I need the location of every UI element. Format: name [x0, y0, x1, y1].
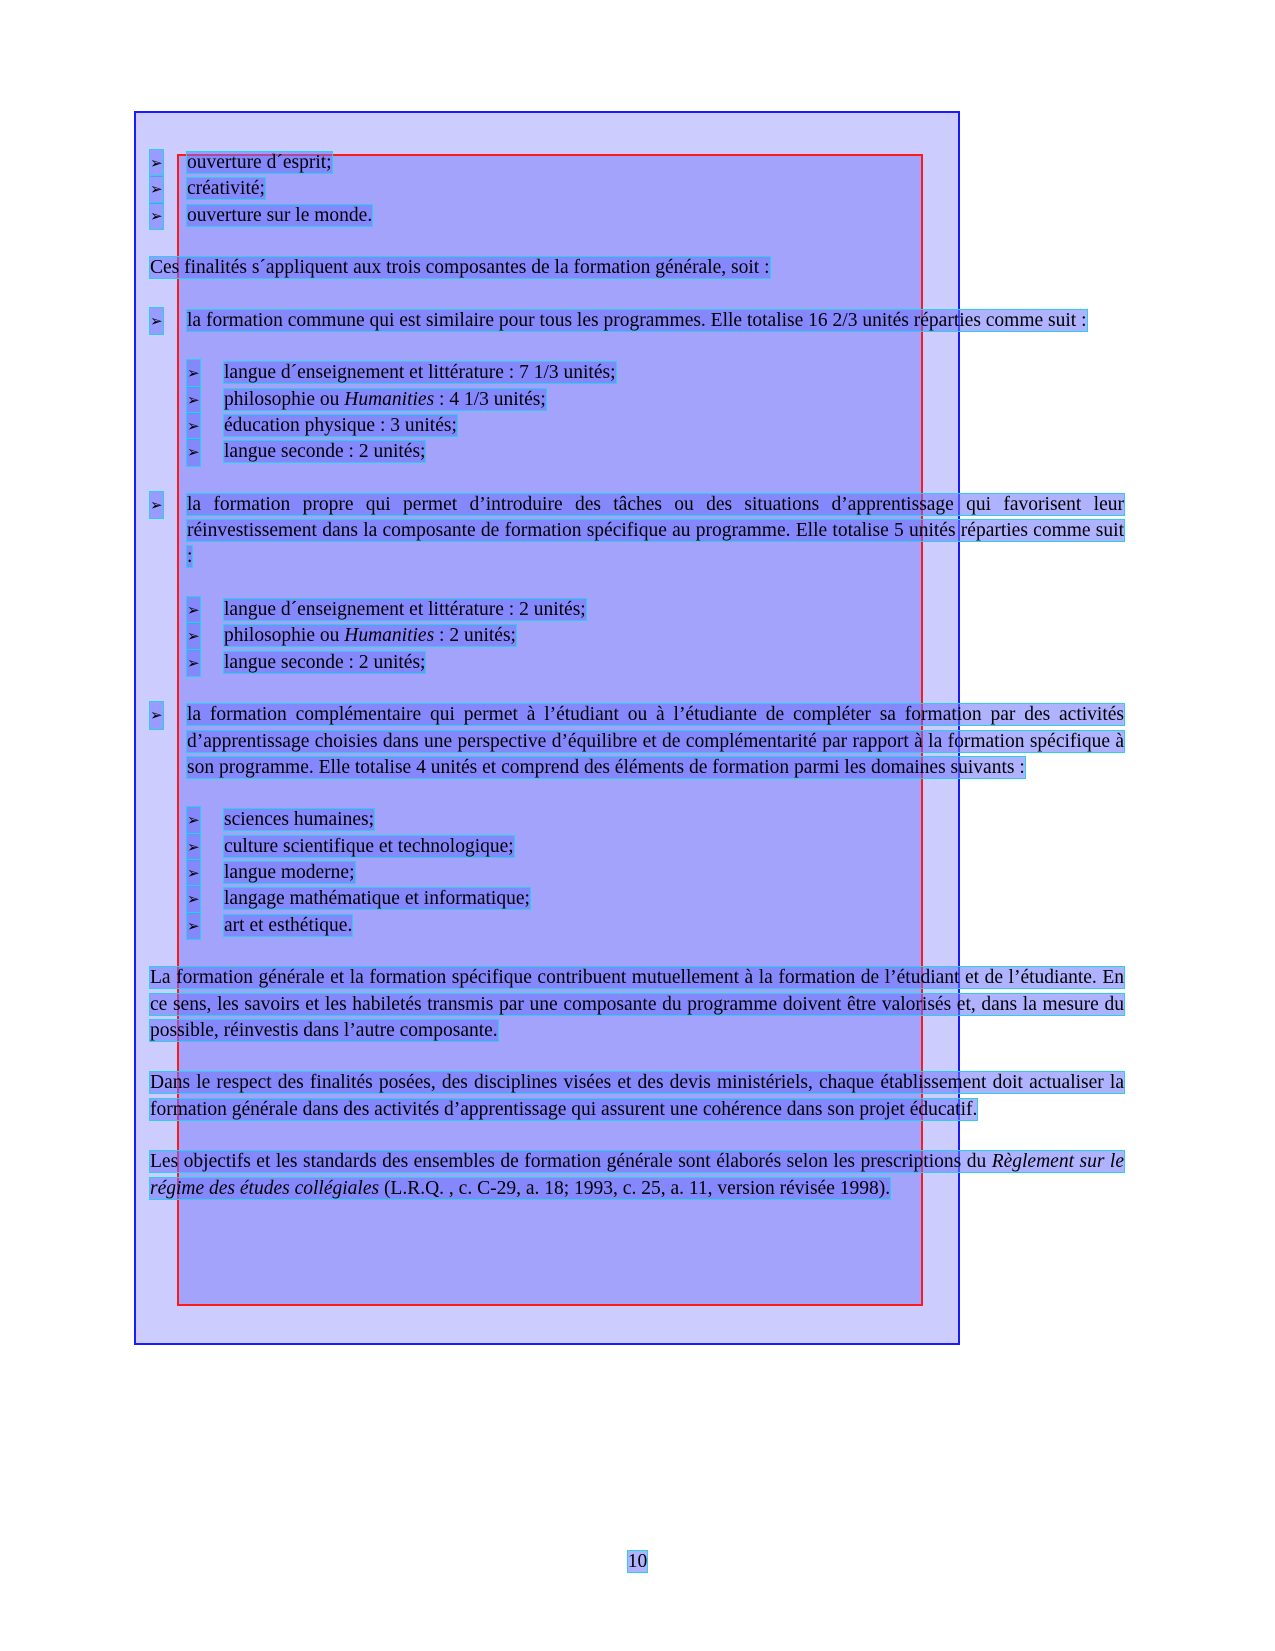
sub-item-text: culture scientifique et technologique;: [224, 835, 514, 857]
list-item: [150, 176, 1124, 202]
arrow-bullet-icon: ➢: [150, 203, 163, 229]
arrow-bullet-icon: ➢: [187, 439, 200, 465]
arrow-bullet-icon: ➢: [187, 807, 200, 833]
arrow-bullet-icon: ➢: [150, 176, 163, 202]
sub-list-item: [187, 413, 1124, 439]
sub-item-text: langage mathématique et informatique;: [224, 888, 530, 910]
sub-list-item: [187, 834, 1124, 860]
sub-list-item: [187, 886, 1124, 912]
arrow-bullet-icon: ➢: [187, 387, 200, 413]
finalites-sentence: Ces finalités s´appliquent aux trois composantes de la formation générale, soit :: [150, 257, 770, 279]
formation-commune-text: la formation commune qui est similaire pour tous les programmes. Elle totalise 16 2/3 unités réparties comme suit :: [187, 309, 1087, 331]
formation-propre-text: la formation propre qui permet d’introduire des tâches ou des situations d’apprentissage qui favorisent leur réinvestissement dans la composante de formation spécifique au programme. Elle totalise 5 unités réparties comme suit :: [187, 493, 1124, 568]
arrow-bullet-icon: ➢: [187, 360, 200, 386]
arrow-bullet-icon: ➢: [150, 702, 163, 728]
bullet-text: créativité;: [187, 178, 265, 200]
list-item: [150, 203, 1124, 229]
arrow-bullet-icon: ➢: [187, 886, 200, 912]
arrow-bullet-icon: ➢: [187, 413, 200, 439]
sub-list-item: [187, 623, 1124, 649]
list-item: [150, 702, 1124, 781]
sub-list-item: [187, 860, 1124, 886]
sub-item-text: philosophie ou Humanities : 2 unités;: [224, 625, 516, 647]
arrow-bullet-icon: ➢: [187, 913, 200, 939]
paragraph-respect: Dans le respect des finalités posées, des disciplines visées et des devis ministériels, chaque établissement doit actualiser la formation générale dans des activités d’apprentissage qui assurent une cohérence dans son projet éducatif.: [150, 1072, 1124, 1120]
sub-item-text: langue d´enseignement et littérature : 2 unités;: [224, 599, 586, 621]
page-content: [150, 150, 1124, 1202]
sub-item-text: langue seconde : 2 unités;: [224, 651, 426, 673]
arrow-bullet-icon: ➢: [187, 860, 200, 886]
sub-list-item: [187, 913, 1124, 939]
paragraph-objectifs: Les objectifs et les standards des ensembles de formation générale sont élaborés selon les prescriptions du Règlement sur le régime des études collégiales (L.R.Q. , c. C-29, a. 18; 1993, c. 25, a. 11, version révisée 1998).: [150, 1151, 1124, 1199]
sub-list-item: [187, 597, 1124, 623]
arrow-bullet-icon: ➢: [150, 150, 163, 176]
sub-list-item: [187, 807, 1124, 833]
formation-complementaire-text: la formation complémentaire qui permet à l’étudiant ou à l’étudiante de compléter sa formation par des activités d’apprentissage choisies dans une perspective d’équilibre et de complémentarité par rapport à la formation spécifique à son programme. Elle totalise 4 unités et comprend des éléments de formation parmi les domaines suivants :: [187, 704, 1124, 778]
sub-item-text: philosophie ou Humanities : 4 1/3 unités;: [224, 388, 546, 410]
list-item: [150, 492, 1124, 571]
sub-list-item: [187, 439, 1124, 465]
list-item: [150, 150, 1124, 176]
paragraph-contribution: La formation générale et la formation spécifique contribuent mutuellement à la formation de l’étudiant et de l’étudiante. En ce sens, les savoirs et les habiletés transmis par une composante du programme doivent être valorisés et, dans la mesure du possible, réinvestis dans l’autre composante.: [150, 967, 1124, 1041]
sub-item-text: éducation physique : 3 unités;: [224, 414, 457, 436]
arrow-bullet-icon: ➢: [150, 492, 163, 518]
sub-item-text: langue moderne;: [224, 862, 355, 884]
sub-item-text: langue seconde : 2 unités;: [224, 441, 426, 463]
arrow-bullet-icon: ➢: [187, 597, 200, 623]
sub-list-item: [187, 360, 1124, 386]
bullet-text: ouverture sur le monde.: [187, 204, 373, 226]
page-number: 10: [627, 1551, 648, 1572]
bullet-text: ouverture d´esprit;: [187, 152, 332, 173]
sub-item-text: sciences humaines;: [224, 809, 374, 831]
sub-list-item: [187, 387, 1124, 413]
sub-item-text: art et esthétique.: [224, 914, 353, 936]
arrow-bullet-icon: ➢: [187, 650, 200, 676]
list-item: [150, 308, 1124, 334]
arrow-bullet-icon: ➢: [150, 308, 163, 334]
arrow-bullet-icon: ➢: [187, 834, 200, 860]
sub-list-item: [187, 650, 1124, 676]
arrow-bullet-icon: ➢: [187, 623, 200, 649]
sub-item-text: langue d´enseignement et littérature : 7 1/3 unités;: [224, 362, 616, 384]
